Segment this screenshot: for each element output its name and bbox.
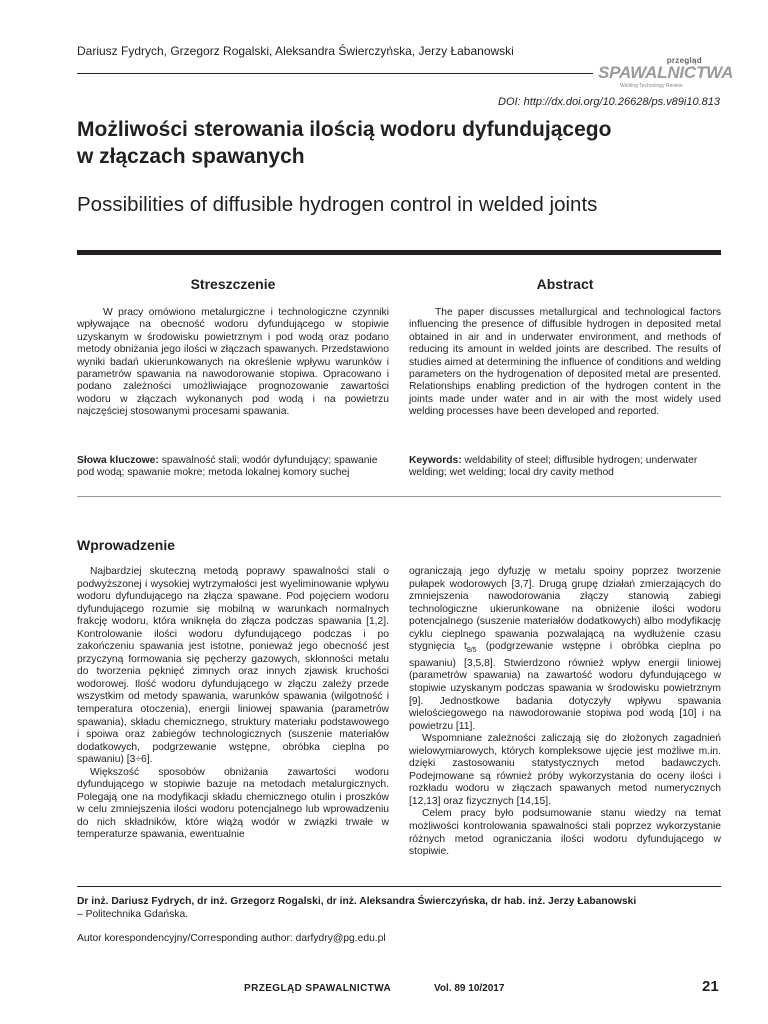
paragraph: Celem pracy było podsumowanie stanu wiedzy na temat możliwości kontrolowania spawalności stali poprzez wykorzystanie różnych metod ograniczania ilości wodoru dyfundującego w stopiwie. [409, 808, 721, 858]
header-rule [77, 73, 593, 74]
title-line-2: w złączach spawanych [77, 145, 305, 168]
abstract-heading-english: Abstract [536, 276, 594, 292]
page-number: 21 [702, 978, 719, 995]
corresponding-author: Autor korespondencyjny/Corresponding author: darfydry@pg.edu.pl [77, 933, 386, 944]
logo-tagline: Welding Technology Review [620, 83, 683, 89]
article-title-english: Possibilities of diffusible hydrogen control in welded joints [77, 193, 598, 216]
paragraph: Najbardziej skuteczną metodą poprawy spawalności stali o podwyższonej i wysokiej wytrzymałości jest wyeliminowanie wpływu wodoru dyfundującego na złącza spawane. Pod pojęciem wodoru dyfundującego rozumie się mobilną w warunkach normalnych frakcję wodoru, która wniknęła do złącza podczas spawania [1,2]. Kontrolowanie ilości wodoru dyfundującego podczas i po zakończeniu spawania jest istotne, ponieważ jego obecność jest przyczyną formowania się pęcherzy gazowych, skłonności metalu do tworzenia pęknięć zimnych oraz innych zjawisk kruchości wodorowej. Ilość wodoru dyfundującego w złączu zależy przede wszystkim od metody spawania, warunków spawania (wilgotność i temperatura otoczenia), energii liniowej spawania (parametrów spawania), składu chemicznego, struktury materiału podstawowego i spoiwa oraz zabiegów technologicznych (suszenie materiałów dodatkowych, podgrzewanie wstępne, obróbka cieplna po spawaniu) [3÷6]. [77, 566, 389, 766]
keywords-polish [77, 455, 389, 480]
paragraph [409, 566, 721, 733]
title-divider [77, 250, 721, 255]
keywords-values: spawalność stali; wodór dyfundujący; spawanie pod wodą; spawanie mokre; metoda lokalnej komory suchej [77, 455, 378, 479]
footer-rule [77, 886, 721, 887]
body-column-left [77, 566, 389, 842]
doi-link[interactable]: DOI: http://dx.doi.org/10.26628/ps.v89i10.813 [498, 96, 720, 108]
affiliation-names: Dr inż. Dariusz Fydrych, dr inż. Grzegorz Rogalski, dr inż. Aleksandra Świerczyńska, dr hab. inż. Jerzy Łabanowski [77, 896, 637, 907]
body-column-right [409, 566, 721, 859]
paragraph-part: (podgrzewanie wstępne i obróbka cieplna po spawaniu) [3,5,8]. Stwierdzono również wpływ energii liniowej (parametrów spawania) na zawartość wodoru dyfundującego w stopiwie uzyskanym podczas spawania w środowisku powietrznym [9]. Jednostkowe badania dotyczyły wpływu spawania wielościegowego na nawodorowanie stopiwa pod wodą [10] i na powietrzu [11]. [409, 641, 721, 732]
journal-logo [598, 56, 734, 90]
title-line-1: Możliwości sterowania ilością wodoru dyfundującego [77, 118, 612, 141]
article-title-polish [77, 116, 611, 170]
volume-issue: Vol. 89 10/2017 [434, 983, 505, 994]
keywords-values: weldability of steel; diffusible hydrogen; underwater welding; wet welding; local dry cavity method [409, 455, 698, 479]
paragraph: Wspomniane zależności zaliczają się do złożonych zagadnień wielowymiarowych, których kompleksowe ujęcie jest możliwe m.in. dzięki zastosowaniu statystycznych metod badawczych. Podejmowane są również próby wykorzystania do oceny ilości i rozkładu wodoru w złączach spawanych metod numerycznych [12,13] oraz fizycznych [14,15]. [409, 733, 721, 807]
journal-name: PRZEGLĄD SPAWALNICTWA [244, 983, 392, 994]
subscript: 8/5 [466, 647, 477, 655]
section-divider [77, 496, 721, 497]
abstract-text-polish: W pracy omówiono metalurgiczne i technologiczne czynniki wpływające na obecność wodoru dyfundującego w stopiwie uzyskanym w środowisku powietrznym i pod wodą oraz podano metody obniżania jego ilości w złączach spawanych. Przedstawiono wyniki badań ukierunkowanych na określenie wpływu warunków i parametrów spawania na nawodorowanie stopiwa. Opracowano i podano zależności umożliwiające prognozowanie zawartości wodoru w złączach wykonanych pod wodą i na powietrzu najczęściej stosowanymi procesami spawania. [77, 307, 389, 418]
author-list: Dariusz Fydrych, Grzegorz Rogalski, Aleksandra Świerczyńska, Jerzy Łabanowski [77, 44, 514, 58]
keywords-label: Słowa kluczowe: [77, 455, 159, 466]
abstract-text-english: The paper discusses metallurgical and technological factors influencing the presence of diffusible hydrogen in deposited metal obtained in air and in underwater environment, and methods of reducing its amount in welded joints are described. The results of studies aimed at determining the influence of conditions and welding parameters on the hydrogenation of deposited metal are presented. Relationships enabling prediction of the hydrogen content in the joints made under water and in air with the most widely used welding processes have been developed and reported. [409, 307, 721, 418]
logo-main-text: SPAWALNICTWA [598, 63, 734, 82]
abstract-heading-polish: Streszczenie [190, 276, 276, 292]
affiliation-institution: – Politechnika Gdańska. [77, 909, 189, 920]
keywords-english [409, 455, 721, 480]
paragraph: Większość sposobów obniżania zawartości wodoru dyfundującego w stopiwie bazuje na metodach metalurgicznych. Polegają one na modyfikacji składu chemicznego otulin i proszków w celu zmniejszenia ilości wodoru potencjalnego lub wprowadzeniu do nich składników, które wiążą wodór w związki trwałe w temperaturze spawania, ewentualnie [77, 766, 389, 841]
introduction-heading: Wprowadzenie [77, 537, 176, 553]
keywords-label: Keywords: [409, 455, 462, 466]
paragraph-part: ograniczają jego dyfuzję w metalu spoiny poprzez tworzenie pułapek wodorowych [3,7]. Drugą grupę działań zmierzających do zmniejszenia nawodorowania złączy stanowią zabiegi technologiczne ukierunkowane na obniżenie ilości wodoru potencjalnego (suszenie materiałów dodatkowych) albo modyfikację cyklu cieplnego spawania pozwalającą na wydłużenie czasu stygnięcia t [409, 566, 721, 653]
logo-small-text: przegląd [666, 56, 702, 65]
author-affiliation [77, 895, 721, 921]
